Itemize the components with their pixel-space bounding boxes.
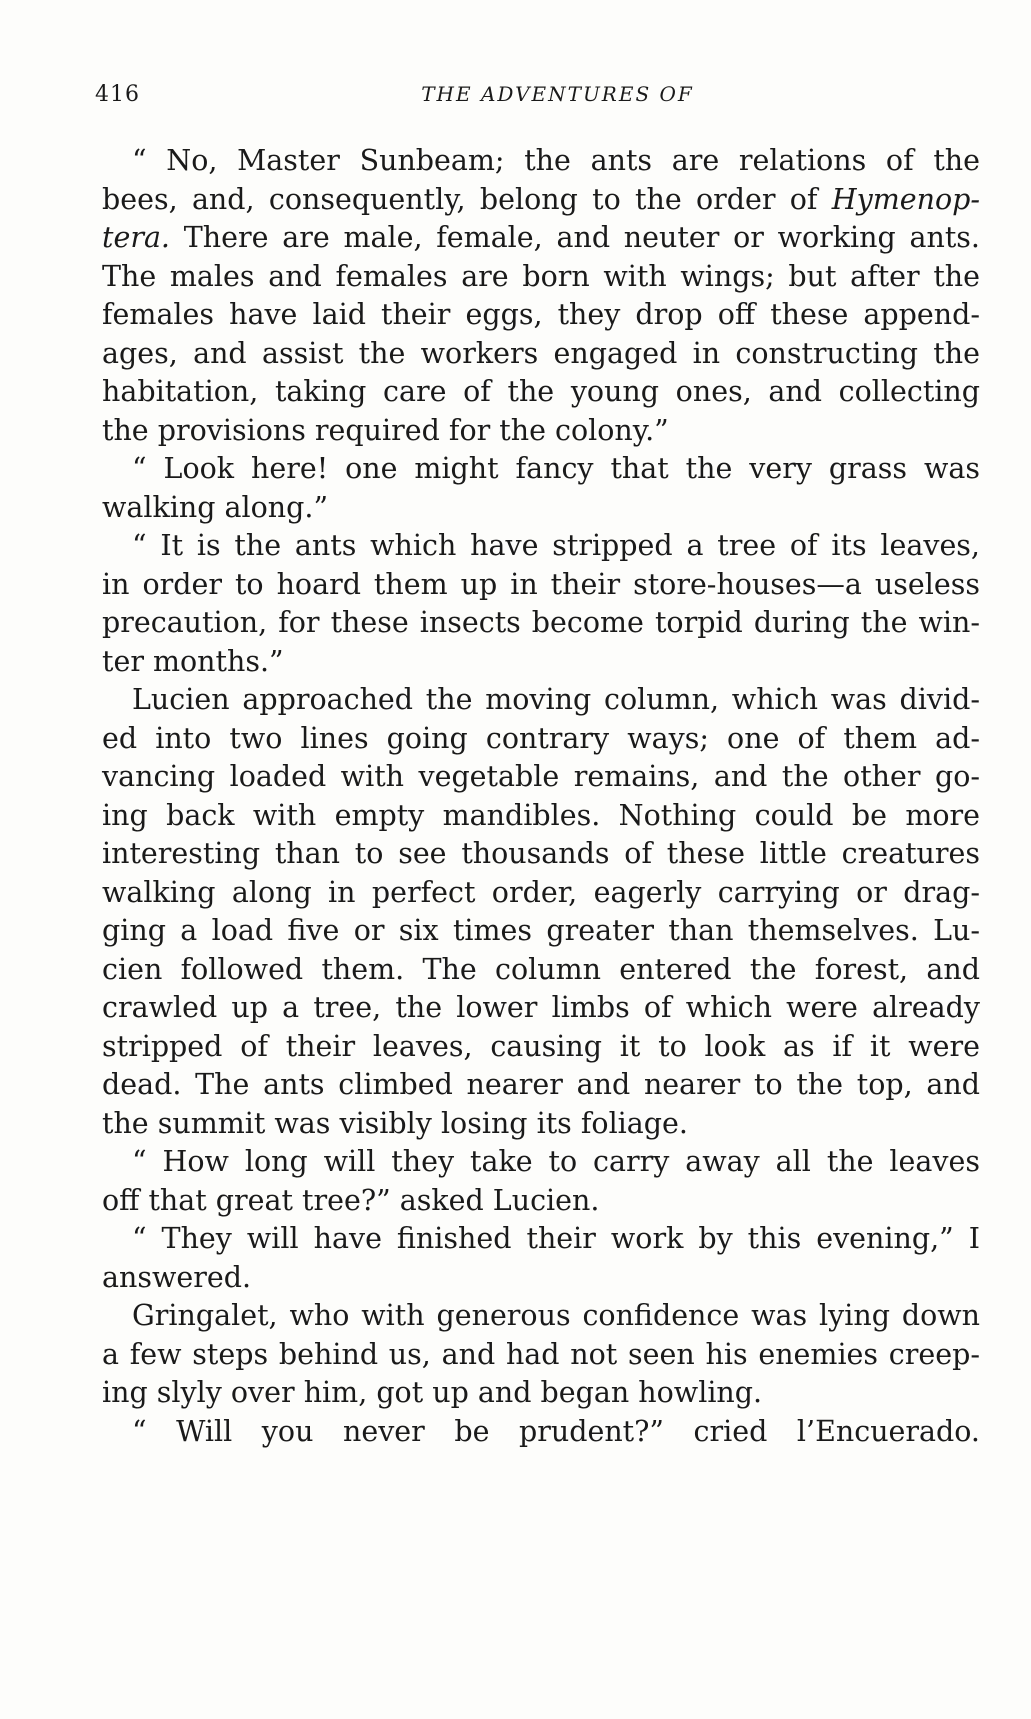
- text-line: precaution, for these insects become torpid during the win-: [102, 606, 980, 639]
- text-line: in order to hoard them up in their store-houses—a useless: [102, 567, 980, 601]
- text-line: walking along in perfect order, eagerly carrying or drag-: [102, 875, 980, 909]
- text-line: ter months.”: [102, 644, 284, 678]
- text-line: cien followed them. The column entered the forest, and: [102, 952, 980, 986]
- text-line: ing slyly over him, got up and began howling.: [102, 1376, 763, 1409]
- text-line: “ Will you never be prudent?” cried l’Encuerado.: [132, 1414, 980, 1448]
- text-line: a few steps behind us, and had not seen his enemies creep-: [102, 1337, 980, 1371]
- paragraph-never-prudent: [102, 1413, 980, 1452]
- text-line: the summit was visibly losing its foliage.: [102, 1106, 688, 1140]
- paragraph-ants-relations: [102, 142, 980, 450]
- text-line: “ It is the ants which have stripped a tree of its leaves,: [132, 529, 980, 562]
- text-line: stripped of their leaves, causing it to look as if it were: [102, 1029, 980, 1063]
- italic-term: tera.: [102, 221, 170, 254]
- text-line: Lucien approached the moving column, which was divid-: [132, 683, 980, 716]
- text-line: habitation, taking care of the young ones, and collecting: [102, 375, 980, 408]
- running-header: [95, 82, 980, 112]
- text-span: There are male, female, and neuter or working ants.: [183, 221, 980, 254]
- text-line: “ They will have finished their work by this evening,” I: [132, 1222, 980, 1255]
- text-line: ages, and assist the workers engaged in constructing the: [102, 336, 980, 370]
- paragraph-moving-column: [102, 681, 980, 1143]
- text-line: “ Look here! one might fancy that the very grass was: [132, 452, 980, 485]
- text-line: walking along.”: [102, 490, 329, 524]
- text-line: ging a load five or six times greater than themselves. Lu-: [102, 914, 980, 947]
- text-line: [102, 219, 980, 258]
- text-line: Gringalet, who with generous confidence was lying down: [132, 1299, 980, 1332]
- text-line: “ No, Master Sunbeam; the ants are relations of the: [132, 144, 980, 177]
- page-number: 416: [95, 82, 140, 107]
- running-title: THE ADVENTURES OF: [421, 82, 694, 106]
- text-line: ing back with empty mandibles. Nothing could be more: [102, 798, 980, 832]
- text-line: off that great tree?” asked Lucien.: [102, 1183, 600, 1217]
- text-line: vancing loaded with vegetable remains, and the other go-: [102, 760, 980, 793]
- text-line: “ How long will they take to carry away all the leaves: [132, 1145, 980, 1178]
- text-span: bees, and, consequently, belong to the order of: [102, 182, 832, 216]
- text-line: The males and females are born with wings; but after the: [102, 259, 980, 293]
- text-line: dead. The ants climbed nearer and nearer to the top, and: [102, 1068, 980, 1101]
- text-line: interesting than to see thousands of these little creatures: [102, 837, 980, 870]
- text-line: [102, 181, 980, 220]
- body-text: [102, 142, 980, 1451]
- paragraph-stripped-tree: [102, 527, 980, 681]
- italic-term: Hymenop-: [831, 182, 980, 216]
- text-line: the provisions required for the colony.”: [102, 413, 669, 447]
- text-line: crawled up a tree, the lower limbs of which were already: [102, 991, 980, 1024]
- paragraph-how-long: [102, 1143, 980, 1220]
- paragraph-finished-work: [102, 1220, 980, 1297]
- paragraph-look-here: [102, 450, 980, 527]
- text-line: females have laid their eggs, they drop off these append-: [102, 298, 980, 331]
- text-line: ed into two lines going contrary ways; one of them ad-: [102, 721, 980, 755]
- text-line: answered.: [102, 1260, 252, 1294]
- paragraph-gringalet: [102, 1297, 980, 1413]
